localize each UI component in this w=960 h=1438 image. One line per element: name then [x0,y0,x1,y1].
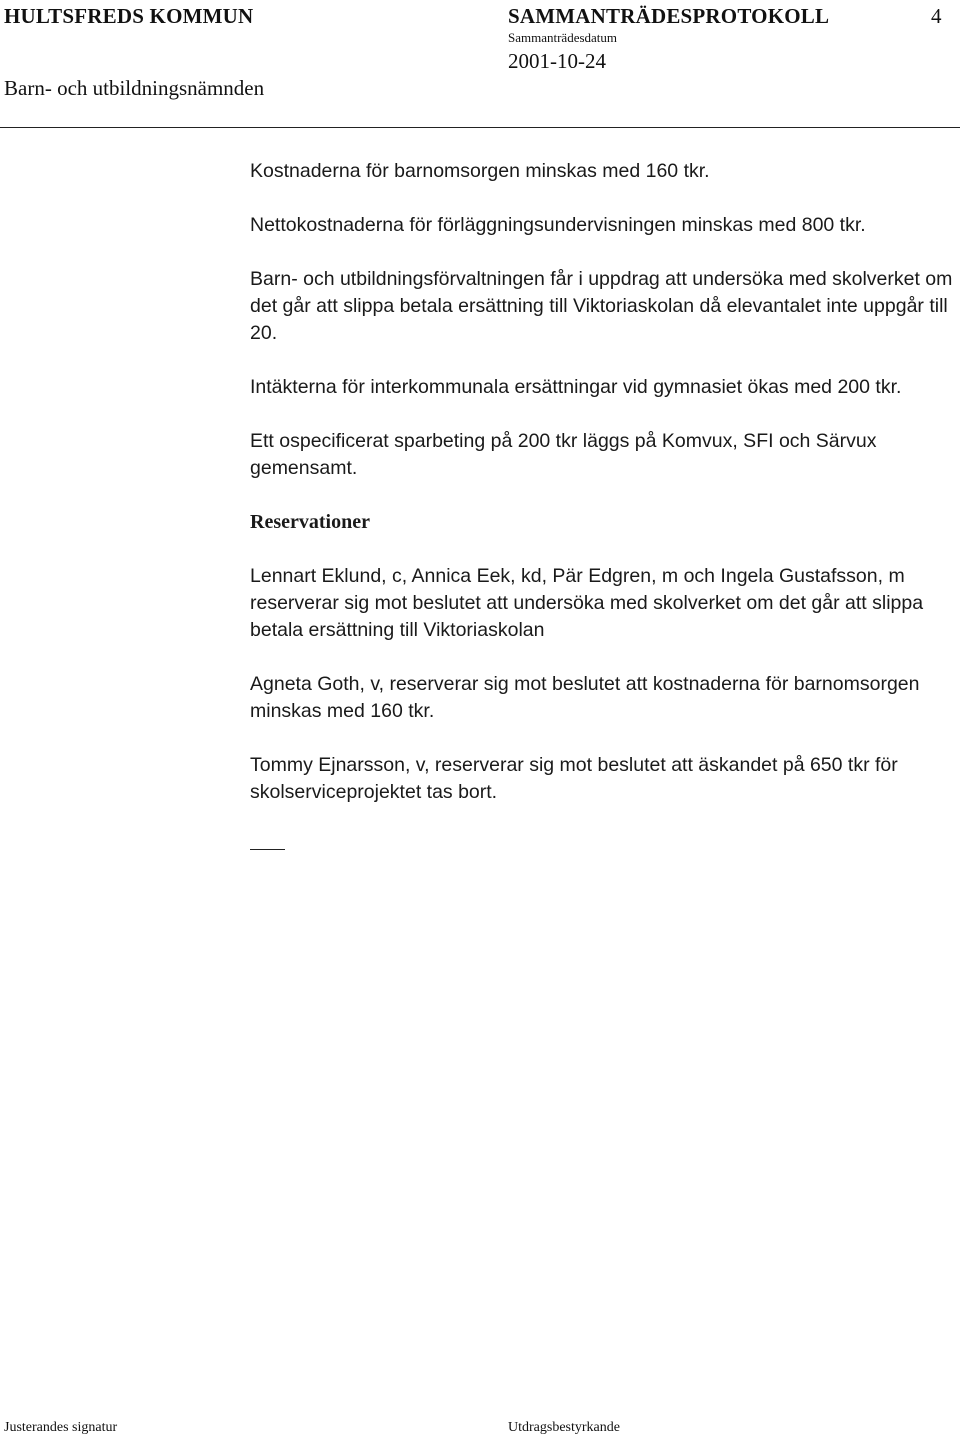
decision-paragraph: Ett ospecificerat sparbeting på 200 tkr läggs på Komvux, SFI och Särvux gemensamt. [250,430,877,479]
board-name: Barn- och utbildningsnämnden [4,76,265,100]
reservations-heading: Reservationer [250,511,370,533]
reservation-paragraph: Lennart Eklund, c, Annica Eek, kd, Pär Edgren, m och Ingela Gustafsson, m reserverar sig mot beslutet att undersöka med skolverket om det går att slippa betala ersättning till Viktoriaskolan [250,565,924,641]
certification-label: Utdragsbestyrkande [508,1420,620,1435]
reservation-paragraph: Agneta Goth, v, reserverar sig mot beslutet att kostnaderna för barnomsorgen minskas med 160 tkr. [250,673,920,722]
header-divider [0,127,960,128]
protocol-body [250,158,955,833]
meeting-date: 2001-10-24 [508,49,606,73]
decision-paragraph: Nettokostnaderna för förläggningsundervisningen minskas med 800 tkr. [250,214,866,236]
section-end-mark [250,849,285,850]
document-type: SAMMANTRÄDESPROTOKOLL [508,4,830,28]
decision-paragraph: Kostnaderna för barnomsorgen minskas med 160 tkr. [250,160,710,182]
page-number: 4 [931,4,942,28]
signature-label: Justerandes signatur [4,1420,118,1435]
reservation-paragraph: Tommy Ejnarsson, v, reserverar sig mot beslutet att äskandet på 650 tkr för skolserviceprojektet tas bort. [250,754,898,803]
decision-paragraph: Barn- och utbildningsförvaltningen får i uppdrag att undersöka med skolverket om det går att slippa betala ersättning till Viktoriaskolan då elevantalet inte uppgår till 20. [250,268,953,344]
decision-paragraph: Intäkterna för interkommunala ersättningar vid gymnasiet ökas med 200 tkr. [250,376,902,398]
meeting-date-label: Sammanträdesdatum [508,30,618,45]
organization-name: HULTSFREDS KOMMUN [4,4,254,28]
